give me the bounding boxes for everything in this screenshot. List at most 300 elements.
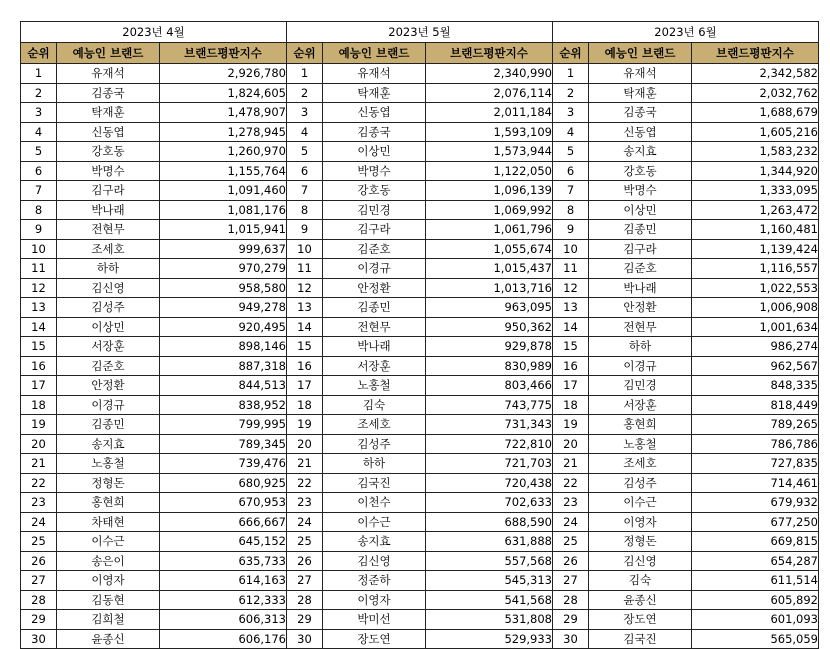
rank-cell: 11 bbox=[553, 259, 589, 279]
table-row bbox=[553, 181, 819, 201]
table-row bbox=[553, 142, 819, 162]
table-row bbox=[553, 239, 819, 259]
score-cell: 2,011,184 bbox=[426, 103, 553, 123]
table-row bbox=[287, 239, 553, 259]
brand-name-cell: 박나래 bbox=[57, 200, 160, 220]
brand-column-header: 예능인 브랜드 bbox=[57, 43, 160, 64]
rank-cell: 30 bbox=[287, 629, 323, 649]
table-row bbox=[287, 532, 553, 552]
rank-cell: 3 bbox=[287, 103, 323, 123]
rank-cell: 13 bbox=[21, 298, 57, 318]
brand-name-cell: 탁재훈 bbox=[589, 83, 692, 103]
rank-cell: 17 bbox=[287, 376, 323, 396]
score-cell: 958,580 bbox=[160, 278, 287, 298]
rank-cell: 27 bbox=[21, 571, 57, 591]
rank-cell: 3 bbox=[21, 103, 57, 123]
rank-cell: 20 bbox=[287, 434, 323, 454]
brand-name-cell: 송지효 bbox=[323, 532, 426, 552]
brand-name-cell: 이경규 bbox=[589, 356, 692, 376]
brand-name-cell: 이영자 bbox=[57, 571, 160, 591]
score-cell: 606,176 bbox=[160, 629, 287, 649]
table-row bbox=[553, 200, 819, 220]
brand-name-cell: 김국진 bbox=[323, 473, 426, 493]
score-cell: 612,333 bbox=[160, 590, 287, 610]
rank-cell: 28 bbox=[553, 590, 589, 610]
table-row bbox=[21, 590, 287, 610]
table-row bbox=[553, 434, 819, 454]
table-row bbox=[21, 571, 287, 591]
brand-name-cell: 김신영 bbox=[323, 551, 426, 571]
table-row bbox=[553, 64, 819, 84]
brand-name-cell: 유재석 bbox=[57, 64, 160, 84]
brand-name-cell: 김신영 bbox=[57, 278, 160, 298]
table-row bbox=[21, 493, 287, 513]
brand-name-cell: 김구라 bbox=[323, 220, 426, 240]
score-cell: 1,001,634 bbox=[692, 317, 819, 337]
brand-name-cell: 김숙 bbox=[323, 395, 426, 415]
table-row bbox=[21, 220, 287, 240]
table-row bbox=[21, 356, 287, 376]
score-cell: 1,096,139 bbox=[426, 181, 553, 201]
brand-name-cell: 김구라 bbox=[589, 239, 692, 259]
table-row bbox=[21, 122, 287, 142]
rank-cell: 17 bbox=[21, 376, 57, 396]
rank-cell: 26 bbox=[287, 551, 323, 571]
score-cell: 739,476 bbox=[160, 454, 287, 474]
table-row bbox=[21, 181, 287, 201]
month-title: 2023년 5월 bbox=[287, 22, 553, 43]
rank-cell: 19 bbox=[553, 415, 589, 435]
month-table bbox=[552, 21, 819, 649]
table-row bbox=[21, 278, 287, 298]
rank-cell: 1 bbox=[553, 64, 589, 84]
rank-cell: 11 bbox=[21, 259, 57, 279]
table-row bbox=[553, 83, 819, 103]
rank-cell: 30 bbox=[553, 629, 589, 649]
score-cell: 702,633 bbox=[426, 493, 553, 513]
score-cell: 1,278,945 bbox=[160, 122, 287, 142]
score-cell: 1,478,907 bbox=[160, 103, 287, 123]
score-cell: 1,593,109 bbox=[426, 122, 553, 142]
rank-cell: 19 bbox=[287, 415, 323, 435]
table-row bbox=[553, 551, 819, 571]
score-cell: 949,278 bbox=[160, 298, 287, 318]
brand-name-cell: 이수근 bbox=[589, 493, 692, 513]
rank-cell: 13 bbox=[287, 298, 323, 318]
rank-cell: 16 bbox=[21, 356, 57, 376]
table-row bbox=[287, 220, 553, 240]
table-row bbox=[287, 356, 553, 376]
brand-name-cell: 윤종신 bbox=[589, 590, 692, 610]
table-row bbox=[21, 532, 287, 552]
table-row bbox=[287, 142, 553, 162]
score-cell: 545,313 bbox=[426, 571, 553, 591]
rank-cell: 1 bbox=[287, 64, 323, 84]
score-cell: 1,583,232 bbox=[692, 142, 819, 162]
brand-name-cell: 박나래 bbox=[323, 337, 426, 357]
score-cell: 677,250 bbox=[692, 512, 819, 532]
table-row bbox=[21, 629, 287, 649]
rank-cell: 18 bbox=[21, 395, 57, 415]
brand-name-cell: 송지효 bbox=[57, 434, 160, 454]
rank-cell: 10 bbox=[21, 239, 57, 259]
rank-cell: 25 bbox=[287, 532, 323, 552]
rank-cell: 15 bbox=[553, 337, 589, 357]
rank-cell: 6 bbox=[21, 161, 57, 181]
rank-cell: 29 bbox=[287, 610, 323, 630]
score-cell: 688,590 bbox=[426, 512, 553, 532]
rank-cell: 3 bbox=[553, 103, 589, 123]
score-cell: 666,667 bbox=[160, 512, 287, 532]
score-cell: 670,953 bbox=[160, 493, 287, 513]
table-row bbox=[287, 200, 553, 220]
score-cell: 565,059 bbox=[692, 629, 819, 649]
rank-cell: 17 bbox=[553, 376, 589, 396]
brand-name-cell: 이수근 bbox=[57, 532, 160, 552]
score-cell: 1,022,553 bbox=[692, 278, 819, 298]
brand-name-cell: 김종국 bbox=[323, 122, 426, 142]
brand-name-cell: 홍현희 bbox=[57, 493, 160, 513]
brand-name-cell: 서장훈 bbox=[57, 337, 160, 357]
rank-column-header: 순위 bbox=[553, 43, 589, 64]
rank-cell: 24 bbox=[553, 512, 589, 532]
rank-cell: 21 bbox=[553, 454, 589, 474]
brand-name-cell: 신동엽 bbox=[589, 122, 692, 142]
rank-cell: 7 bbox=[553, 181, 589, 201]
score-cell: 529,933 bbox=[426, 629, 553, 649]
table-row bbox=[21, 64, 287, 84]
rank-column-header: 순위 bbox=[21, 43, 57, 64]
month-table bbox=[20, 21, 287, 649]
table-row bbox=[287, 415, 553, 435]
rank-cell: 12 bbox=[21, 278, 57, 298]
brand-name-cell: 박명수 bbox=[589, 181, 692, 201]
score-column-header: 브랜드평판지수 bbox=[160, 43, 287, 64]
table-row bbox=[287, 376, 553, 396]
rank-cell: 26 bbox=[21, 551, 57, 571]
rank-cell: 22 bbox=[21, 473, 57, 493]
table-row bbox=[553, 454, 819, 474]
table-row bbox=[287, 64, 553, 84]
brand-name-cell: 김종민 bbox=[589, 220, 692, 240]
score-cell: 743,775 bbox=[426, 395, 553, 415]
brand-name-cell: 강호동 bbox=[323, 181, 426, 201]
rank-cell: 8 bbox=[553, 200, 589, 220]
rank-cell: 12 bbox=[553, 278, 589, 298]
score-cell: 1,069,992 bbox=[426, 200, 553, 220]
rank-cell: 30 bbox=[21, 629, 57, 649]
score-cell: 970,279 bbox=[160, 259, 287, 279]
score-cell: 1,091,460 bbox=[160, 181, 287, 201]
score-cell: 920,495 bbox=[160, 317, 287, 337]
score-cell: 2,076,114 bbox=[426, 83, 553, 103]
table-row bbox=[287, 395, 553, 415]
brand-column-header: 예능인 브랜드 bbox=[589, 43, 692, 64]
rank-column-header: 순위 bbox=[287, 43, 323, 64]
brand-name-cell: 김민경 bbox=[589, 376, 692, 396]
rank-cell: 21 bbox=[21, 454, 57, 474]
score-cell: 601,093 bbox=[692, 610, 819, 630]
rank-cell: 8 bbox=[21, 200, 57, 220]
brand-name-cell: 이상민 bbox=[57, 317, 160, 337]
table-row bbox=[287, 83, 553, 103]
table-row bbox=[287, 551, 553, 571]
score-cell: 557,568 bbox=[426, 551, 553, 571]
brand-name-cell: 전현무 bbox=[323, 317, 426, 337]
brand-name-cell: 김종민 bbox=[323, 298, 426, 318]
score-cell: 2,340,990 bbox=[426, 64, 553, 84]
rank-cell: 4 bbox=[553, 122, 589, 142]
brand-name-cell: 탁재훈 bbox=[323, 83, 426, 103]
rank-cell: 28 bbox=[21, 590, 57, 610]
table-row bbox=[553, 103, 819, 123]
rank-cell: 20 bbox=[553, 434, 589, 454]
score-cell: 1,155,764 bbox=[160, 161, 287, 181]
brand-name-cell: 이영자 bbox=[589, 512, 692, 532]
brand-name-cell: 조세호 bbox=[589, 454, 692, 474]
rank-cell: 6 bbox=[287, 161, 323, 181]
brand-name-cell: 유재석 bbox=[589, 64, 692, 84]
table-row bbox=[553, 220, 819, 240]
score-cell: 1,116,557 bbox=[692, 259, 819, 279]
score-cell: 1,061,796 bbox=[426, 220, 553, 240]
rank-cell: 9 bbox=[21, 220, 57, 240]
score-cell: 1,824,605 bbox=[160, 83, 287, 103]
brand-name-cell: 김종국 bbox=[57, 83, 160, 103]
table-row bbox=[21, 142, 287, 162]
brand-name-cell: 전현무 bbox=[57, 220, 160, 240]
rank-cell: 21 bbox=[287, 454, 323, 474]
rank-cell: 25 bbox=[21, 532, 57, 552]
table-row bbox=[553, 122, 819, 142]
brand-name-cell: 김신영 bbox=[589, 551, 692, 571]
table-row bbox=[553, 473, 819, 493]
table-row bbox=[287, 454, 553, 474]
score-cell: 929,878 bbox=[426, 337, 553, 357]
table-row bbox=[287, 590, 553, 610]
brand-name-cell: 강호동 bbox=[589, 161, 692, 181]
month-title: 2023년 4월 bbox=[21, 22, 287, 43]
rank-cell: 20 bbox=[21, 434, 57, 454]
table-row bbox=[287, 298, 553, 318]
score-cell: 1,344,920 bbox=[692, 161, 819, 181]
table-row bbox=[553, 590, 819, 610]
score-cell: 645,152 bbox=[160, 532, 287, 552]
score-cell: 1,139,424 bbox=[692, 239, 819, 259]
brand-name-cell: 노홍철 bbox=[57, 454, 160, 474]
brand-name-cell: 이경규 bbox=[57, 395, 160, 415]
score-cell: 844,513 bbox=[160, 376, 287, 396]
score-cell: 720,438 bbox=[426, 473, 553, 493]
score-cell: 614,163 bbox=[160, 571, 287, 591]
table-row bbox=[553, 571, 819, 591]
brand-name-cell: 안정환 bbox=[589, 298, 692, 318]
rank-cell: 18 bbox=[287, 395, 323, 415]
score-column-header: 브랜드평판지수 bbox=[426, 43, 553, 64]
rank-cell: 29 bbox=[21, 610, 57, 630]
table-row bbox=[21, 103, 287, 123]
score-cell: 541,568 bbox=[426, 590, 553, 610]
score-cell: 1,160,481 bbox=[692, 220, 819, 240]
score-cell: 848,335 bbox=[692, 376, 819, 396]
rank-cell: 29 bbox=[553, 610, 589, 630]
brand-name-cell: 김민경 bbox=[323, 200, 426, 220]
table-row bbox=[21, 317, 287, 337]
table-row bbox=[21, 610, 287, 630]
brand-name-cell: 장도연 bbox=[589, 610, 692, 630]
rank-cell: 24 bbox=[21, 512, 57, 532]
brand-name-cell: 차태현 bbox=[57, 512, 160, 532]
brand-name-cell: 노홍철 bbox=[323, 376, 426, 396]
table-row bbox=[553, 512, 819, 532]
table-row bbox=[287, 181, 553, 201]
table-row bbox=[553, 278, 819, 298]
score-cell: 721,703 bbox=[426, 454, 553, 474]
score-cell: 803,466 bbox=[426, 376, 553, 396]
brand-name-cell: 안정환 bbox=[57, 376, 160, 396]
brand-name-cell: 노홍철 bbox=[589, 434, 692, 454]
score-cell: 1,015,437 bbox=[426, 259, 553, 279]
score-cell: 731,343 bbox=[426, 415, 553, 435]
table-row bbox=[553, 259, 819, 279]
rank-cell: 16 bbox=[287, 356, 323, 376]
table-row bbox=[287, 434, 553, 454]
score-cell: 1,015,941 bbox=[160, 220, 287, 240]
brand-name-cell: 강호동 bbox=[57, 142, 160, 162]
rank-cell: 23 bbox=[553, 493, 589, 513]
score-cell: 999,637 bbox=[160, 239, 287, 259]
table-row bbox=[287, 259, 553, 279]
rank-cell: 4 bbox=[21, 122, 57, 142]
brand-name-cell: 김성주 bbox=[323, 434, 426, 454]
brand-name-cell: 박나래 bbox=[589, 278, 692, 298]
brand-name-cell: 김동현 bbox=[57, 590, 160, 610]
rank-cell: 10 bbox=[287, 239, 323, 259]
score-cell: 830,989 bbox=[426, 356, 553, 376]
brand-name-cell: 박명수 bbox=[323, 161, 426, 181]
brand-name-cell: 신동엽 bbox=[323, 103, 426, 123]
table-row bbox=[287, 278, 553, 298]
rank-cell: 22 bbox=[287, 473, 323, 493]
table-row bbox=[21, 337, 287, 357]
brand-name-cell: 조세호 bbox=[323, 415, 426, 435]
brand-name-cell: 송은이 bbox=[57, 551, 160, 571]
rank-cell: 11 bbox=[287, 259, 323, 279]
rank-cell: 24 bbox=[287, 512, 323, 532]
score-cell: 606,313 bbox=[160, 610, 287, 630]
score-cell: 950,362 bbox=[426, 317, 553, 337]
rank-cell: 12 bbox=[287, 278, 323, 298]
table-row bbox=[287, 571, 553, 591]
brand-name-cell: 하하 bbox=[57, 259, 160, 279]
score-cell: 963,095 bbox=[426, 298, 553, 318]
table-row bbox=[553, 337, 819, 357]
brand-name-cell: 하하 bbox=[589, 337, 692, 357]
table-row bbox=[21, 454, 287, 474]
brand-name-cell: 김성주 bbox=[57, 298, 160, 318]
score-cell: 669,815 bbox=[692, 532, 819, 552]
brand-name-cell: 정준하 bbox=[323, 571, 426, 591]
rank-cell: 5 bbox=[553, 142, 589, 162]
score-cell: 722,810 bbox=[426, 434, 553, 454]
score-cell: 2,342,582 bbox=[692, 64, 819, 84]
table-row bbox=[21, 200, 287, 220]
brand-name-cell: 정형돈 bbox=[589, 532, 692, 552]
brand-name-cell: 하하 bbox=[323, 454, 426, 474]
table-row bbox=[21, 395, 287, 415]
brand-name-cell: 김종민 bbox=[57, 415, 160, 435]
brand-column-header: 예능인 브랜드 bbox=[323, 43, 426, 64]
rank-cell: 14 bbox=[287, 317, 323, 337]
rank-cell: 15 bbox=[287, 337, 323, 357]
rank-cell: 8 bbox=[287, 200, 323, 220]
rank-cell: 23 bbox=[287, 493, 323, 513]
rank-cell: 22 bbox=[553, 473, 589, 493]
rank-cell: 9 bbox=[553, 220, 589, 240]
table-row bbox=[21, 259, 287, 279]
table-row bbox=[21, 376, 287, 396]
score-cell: 789,345 bbox=[160, 434, 287, 454]
brand-name-cell: 장도연 bbox=[323, 629, 426, 649]
score-cell: 680,925 bbox=[160, 473, 287, 493]
score-cell: 1,263,472 bbox=[692, 200, 819, 220]
rank-cell: 7 bbox=[287, 181, 323, 201]
brand-name-cell: 조세호 bbox=[57, 239, 160, 259]
brand-name-cell: 박명수 bbox=[57, 161, 160, 181]
table-row bbox=[287, 493, 553, 513]
score-cell: 1,260,970 bbox=[160, 142, 287, 162]
score-cell: 605,892 bbox=[692, 590, 819, 610]
rank-cell: 18 bbox=[553, 395, 589, 415]
rank-cell: 2 bbox=[21, 83, 57, 103]
table-row bbox=[553, 376, 819, 396]
brand-name-cell: 김준호 bbox=[589, 259, 692, 279]
brand-name-cell: 김숙 bbox=[589, 571, 692, 591]
rank-cell: 5 bbox=[287, 142, 323, 162]
ranking-tables bbox=[20, 21, 819, 649]
table-row bbox=[553, 395, 819, 415]
rank-cell: 27 bbox=[287, 571, 323, 591]
table-row bbox=[553, 298, 819, 318]
score-cell: 838,952 bbox=[160, 395, 287, 415]
rank-cell: 26 bbox=[553, 551, 589, 571]
score-cell: 531,808 bbox=[426, 610, 553, 630]
table-row bbox=[553, 161, 819, 181]
score-cell: 898,146 bbox=[160, 337, 287, 357]
rank-cell: 16 bbox=[553, 356, 589, 376]
rank-cell: 1 bbox=[21, 64, 57, 84]
brand-name-cell: 김준호 bbox=[323, 239, 426, 259]
table-row bbox=[553, 356, 819, 376]
brand-name-cell: 유재석 bbox=[323, 64, 426, 84]
rank-cell: 4 bbox=[287, 122, 323, 142]
score-cell: 1,006,908 bbox=[692, 298, 819, 318]
rank-cell: 14 bbox=[553, 317, 589, 337]
score-cell: 714,461 bbox=[692, 473, 819, 493]
brand-name-cell: 김종국 bbox=[589, 103, 692, 123]
table-row bbox=[21, 239, 287, 259]
score-cell: 631,888 bbox=[426, 532, 553, 552]
brand-name-cell: 홍현희 bbox=[589, 415, 692, 435]
brand-name-cell: 박미선 bbox=[323, 610, 426, 630]
score-cell: 1,688,679 bbox=[692, 103, 819, 123]
table-row bbox=[553, 493, 819, 513]
brand-name-cell: 안정환 bbox=[323, 278, 426, 298]
table-row bbox=[21, 434, 287, 454]
rank-cell: 27 bbox=[553, 571, 589, 591]
score-cell: 2,926,780 bbox=[160, 64, 287, 84]
table-row bbox=[21, 512, 287, 532]
